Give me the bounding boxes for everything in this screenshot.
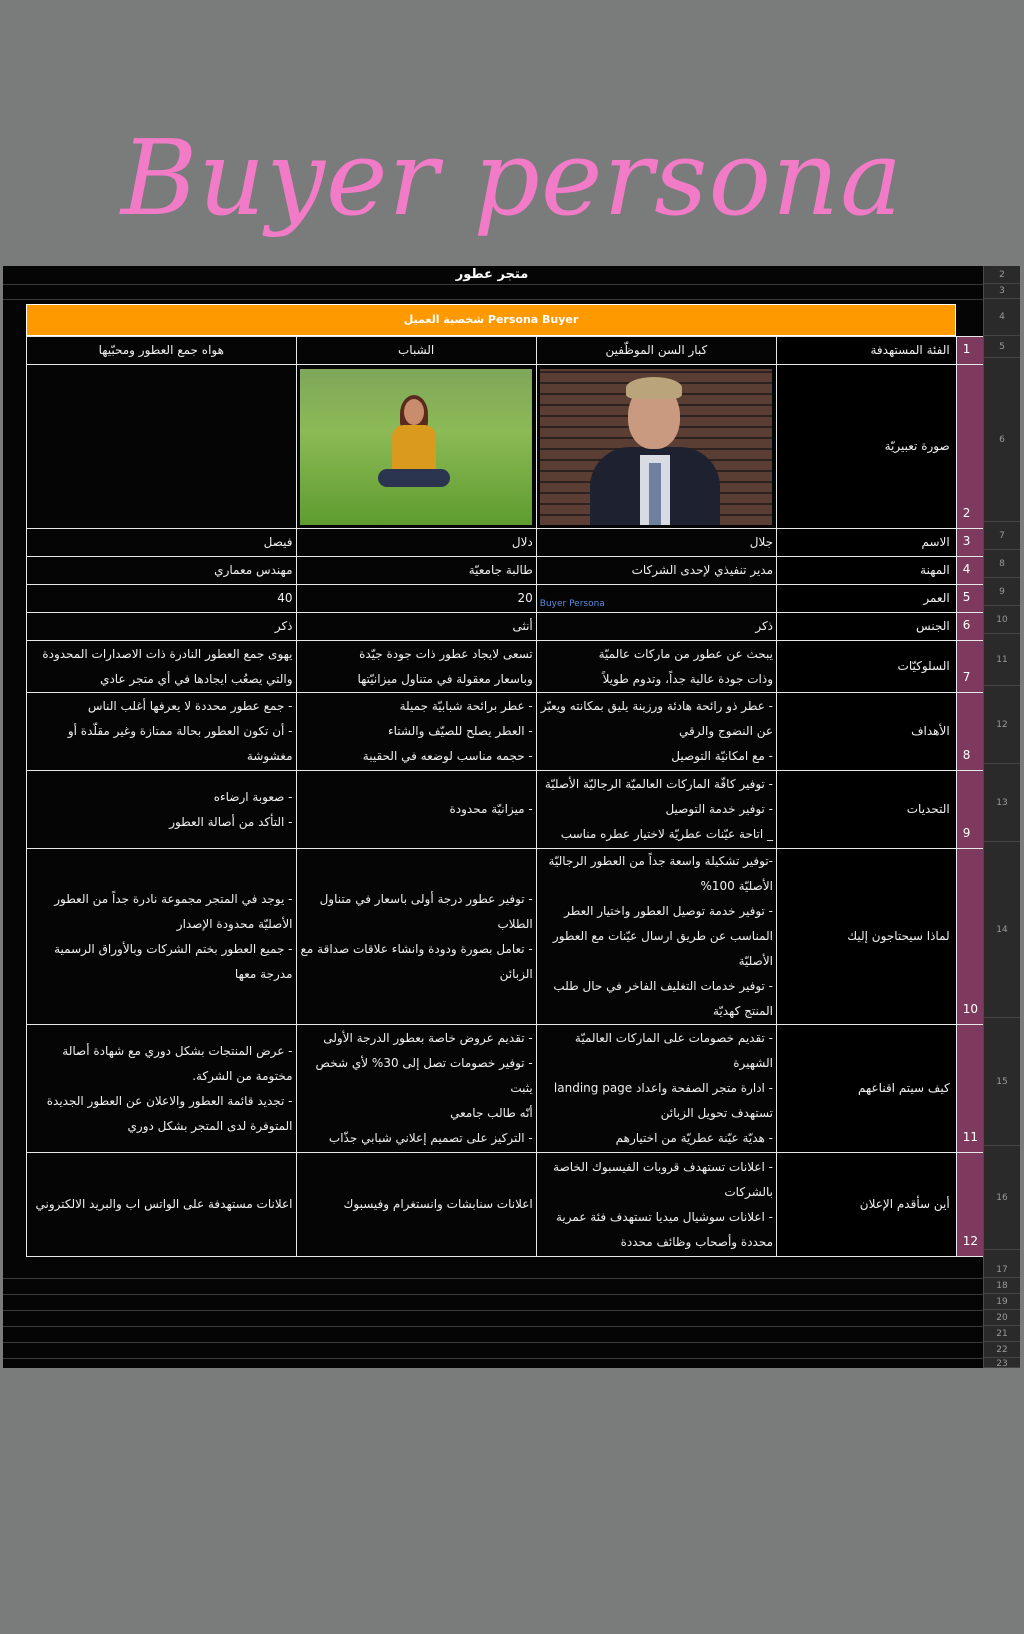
cell-line: - عطر برائحة شبابيّة جميلة — [399, 699, 533, 713]
photo-detail — [649, 463, 661, 525]
row-label-image[interactable]: صورة تعبيريّة — [777, 365, 957, 529]
cell-gender-col2[interactable]: أنثى — [296, 613, 536, 641]
grid-line — [3, 299, 983, 300]
row-number[interactable]: 7 — [984, 522, 1020, 550]
cell-line: والتي يصعُب ايجادها في أي متجر عادي — [100, 671, 293, 686]
row-index: 6 — [956, 613, 987, 641]
row-number[interactable]: 20 — [984, 1310, 1020, 1326]
row-number[interactable]: 10 — [984, 606, 1020, 634]
table-row — [27, 849, 988, 1025]
page-title: Buyer persona — [120, 117, 904, 239]
table-row — [27, 1153, 988, 1257]
row-index: 10 — [956, 849, 987, 1025]
table-row — [27, 585, 988, 613]
row-number[interactable]: 17 — [984, 1262, 1020, 1278]
cell-name-col1[interactable]: جلال — [536, 529, 776, 557]
cell-line: _ اتاحة عيّنات عطريّة لاختيار عطره مناسب — [560, 827, 774, 841]
cell-line: - اعلانات تستهدف قروبات الفيسبوك الخاصة — [553, 1159, 774, 1174]
table-row — [27, 613, 988, 641]
photo-detail — [626, 377, 682, 399]
cell-line: - جميع العطور بختم الشركات وبالأوراق الرسمية — [54, 941, 293, 956]
cell-line: - ميزانيّة محدودة — [449, 802, 533, 816]
cell-line: تستهدف تحويل الزبائن — [660, 1106, 774, 1120]
grid-line — [3, 1358, 983, 1359]
table-row — [27, 1025, 988, 1153]
photo-detail — [378, 469, 450, 487]
cell-line: - مع امكانيّة التوصيل — [671, 749, 774, 763]
row-number[interactable]: 9 — [984, 578, 1020, 606]
cell-persuasion-col2[interactable] — [296, 1025, 536, 1153]
row-number[interactable]: 3 — [984, 284, 1020, 299]
row-index: 8 — [956, 693, 987, 771]
row-index: 11 — [956, 1025, 987, 1153]
cell-line: عن النضوج والرقي — [678, 724, 774, 738]
cell-line: - عطر ذو رائحة هادئة ورزينة يليق بمكانته ويعبّر — [540, 699, 774, 713]
cell-line: - عرض المنتجات بشكل دوري مع شهادة أصالة — [62, 1043, 293, 1058]
cell-line: محددة وأصحاب وظائف محددة — [620, 1234, 774, 1249]
cell-line: - توفير خدمة التوصيل — [665, 802, 774, 816]
row-number[interactable]: 4 — [984, 299, 1020, 336]
cell-line: الأصليّة 100% — [700, 879, 774, 893]
cell-line: مدرجة معها — [234, 966, 293, 981]
cell-line: بالشركات — [724, 1184, 774, 1199]
cell-line: -توفير تشكيلة واسعة جداً من العطور الرجاليّة — [548, 854, 774, 868]
cell-line: مختومة من الشركة. — [192, 1068, 293, 1083]
photo-detail — [404, 399, 424, 425]
cell-line: - العطر يصلح للصيّف والشتاء — [387, 724, 533, 738]
row-number[interactable]: 21 — [984, 1326, 1020, 1342]
cell-why-col1[interactable] — [536, 849, 776, 1025]
cell-line: الزبائن — [499, 966, 533, 981]
table-row — [27, 641, 988, 693]
cell-ads-col3[interactable] — [27, 1153, 297, 1257]
cell-gender-col3[interactable]: ذكر — [27, 613, 297, 641]
row-index: 12 — [956, 1153, 987, 1257]
table-row — [27, 337, 988, 365]
cell-line: - تعامل بصورة ودودة وانشاء علاقات صداقة مع — [300, 941, 533, 956]
cell-line: - جمع عطور محددة لا يعرفها أغلب الناس — [87, 699, 293, 713]
grid-line — [3, 1326, 983, 1327]
row-index: 2 — [956, 365, 987, 529]
cell-goals-col2[interactable] — [296, 693, 536, 771]
cell-line: - حجمه مناسب لوضعه في الحقيبة — [362, 749, 533, 763]
row-number[interactable]: 12 — [984, 686, 1020, 764]
cell-behaviors-col3[interactable] — [27, 641, 297, 693]
row-number[interactable]: 6 — [984, 358, 1020, 522]
cell-line: - هديّة عيّنة عطريّة من اختيارهم — [615, 1131, 774, 1145]
row-number[interactable]: 22 — [984, 1342, 1020, 1358]
row-index: 5 — [956, 585, 987, 613]
cell-line: - صعوبة ارضاءه — [213, 789, 293, 804]
cell-line: - التركيز على تصميم إعلاني شبابي جذّاب — [328, 1131, 533, 1145]
cell-image-col3[interactable] — [27, 365, 297, 529]
cell-line: - تجديد قائمة العطور والاعلان عن العطور الجديدة — [46, 1093, 293, 1108]
cell-line: المتوفرة لدى المتجر بشكل دوري — [127, 1118, 293, 1133]
row-label-age[interactable]: العمر — [777, 585, 957, 613]
row-number[interactable]: 16 — [984, 1146, 1020, 1250]
cell-goals-col3[interactable] — [27, 693, 297, 771]
spreadsheet[interactable] — [3, 266, 1020, 1368]
cell-line: يهوى جمع العطور النادرة ذات الاصدارات المحدودة — [42, 646, 293, 661]
cell-line: - اعلانات سوشيال ميديا تستهدف فئة عمرية — [555, 1209, 774, 1224]
row-number[interactable]: 15 — [984, 1018, 1020, 1146]
row-number[interactable]: 8 — [984, 550, 1020, 578]
cell-line: اعلانات سنابشات وانستغرام وفيسبوك — [343, 1197, 533, 1211]
row-number[interactable]: 11 — [984, 634, 1020, 686]
table-row — [27, 365, 988, 529]
row-number[interactable]: 13 — [984, 764, 1020, 842]
cell-line: - توفير عطور درجة أولى باسعار في متناول — [319, 891, 533, 906]
cell-line: الطلاب — [497, 916, 533, 931]
cell-job-col2[interactable]: طالبة جامعيّة — [296, 557, 536, 585]
cell-line: - التأكد من أصالة العطور — [169, 814, 293, 829]
cell-image-col2[interactable] — [296, 365, 536, 529]
row-index: 4 — [956, 557, 987, 585]
cell-line: - ادارة متجر الصفحة واعداد landing page — [553, 1081, 774, 1095]
store-title: متجر عطور — [455, 267, 529, 282]
row-number[interactable]: 14 — [984, 842, 1020, 1018]
table-row — [27, 771, 988, 849]
table-row — [27, 529, 988, 557]
cell-line: تسعى لايجاد عطور ذات جودة جيّدة — [359, 646, 533, 661]
row-label-target[interactable]: الفئة المستهدفة — [777, 337, 957, 365]
cell-line: وباسعار معقولة في متناول ميزانيّتها — [357, 671, 533, 686]
cell-job-col1[interactable]: مدير تنفيذي لإحدى الشركات — [536, 557, 776, 585]
cell-line: - توفير خدمة توصيل العطور واختيار العطر — [564, 904, 774, 918]
cell-age-col2[interactable]: 20 — [296, 585, 536, 613]
grid-line — [3, 1294, 983, 1295]
cell-age-col3[interactable]: 40 — [27, 585, 297, 613]
cell-line: الأصليّة محدودة الإصدار — [176, 916, 293, 931]
row-header-column[interactable] — [983, 266, 1020, 1368]
row-index: 9 — [956, 771, 987, 849]
cell-line: أنّه طالب جامعي — [450, 1106, 533, 1120]
row-number[interactable]: 2 — [984, 266, 1020, 284]
row-label-challenges[interactable]: التحديات — [777, 771, 957, 849]
cell-line: - توفير خصومات تصل إلى 30% لأي شخص يثبت — [315, 1056, 533, 1095]
row-label-name[interactable]: الاسم — [777, 529, 957, 557]
row-index: 3 — [956, 529, 987, 557]
cell-behaviors-col1[interactable] — [536, 641, 776, 693]
row-number[interactable]: 5 — [984, 336, 1020, 358]
cell-job-col3[interactable]: مهندس معماري — [27, 557, 297, 585]
cell-line: - توفير كافّة الماركات العالميّة الرجاليّة الأصليّة — [544, 777, 774, 791]
cell-why-col2[interactable] — [296, 849, 536, 1025]
grid-line — [3, 284, 983, 285]
cell-line: وذات جودة عالية جداً، وتدوم طويلاً — [602, 671, 774, 686]
cell-line: مغشوشة — [246, 749, 293, 763]
cell-line: - توفير خدمات التغليف الفاخر في حال طلب — [553, 979, 774, 993]
row-label-gender[interactable]: الجنس — [777, 613, 957, 641]
cell-ads-col1[interactable] — [536, 1153, 776, 1257]
row-number[interactable]: 23 — [984, 1358, 1020, 1368]
cell-line: يبحث عن عطور من ماركات عالميّة — [598, 646, 774, 661]
row-number[interactable]: 19 — [984, 1294, 1020, 1310]
row-label-behaviors[interactable]: السلوكيّات — [777, 641, 957, 693]
cell-header-col3[interactable]: هواه جمع العطور ومحبّيها — [27, 337, 297, 365]
row-number[interactable]: 18 — [984, 1278, 1020, 1294]
cell-line: - يوجد في المتجر مجموعة نادرة جداً من العطور — [54, 891, 293, 906]
cell-why-col3[interactable] — [27, 849, 297, 1025]
cell-line: - تقديم خصومات على الماركات العالميّة — [574, 1031, 774, 1045]
cell-header-col2[interactable]: الشباب — [296, 337, 536, 365]
cell-challenges-col3[interactable] — [27, 771, 297, 849]
row-label-goals[interactable]: الأهداف — [777, 693, 957, 771]
row-label-ads[interactable]: أين سأقدم الإعلان — [777, 1153, 957, 1257]
persona-table — [26, 336, 988, 1257]
cell-line: المناسب عن طريق ارسال عيّنات مع العطور — [552, 929, 774, 943]
row-index: 1 — [956, 337, 987, 365]
cell-header-col1[interactable]: كبار السن الموظّفين — [536, 337, 776, 365]
cell-name-col3[interactable]: فيصل — [27, 529, 297, 557]
cell-line: المنتج كهديّة — [712, 1004, 774, 1018]
cell-line: - أن تكون العطور بحالة ممتازة وغير مقلّدة أو — [67, 724, 293, 738]
cell-goals-col1[interactable] — [536, 693, 776, 771]
table-row — [27, 557, 988, 585]
buyer-persona-tag: Buyer Persona — [539, 598, 605, 609]
cell-persuasion-col3[interactable] — [27, 1025, 297, 1153]
cell-line: - تقديم عروض خاصة بعطور الدرجة الأولى — [323, 1031, 533, 1045]
cell-line: الشهيرة — [733, 1056, 774, 1070]
cell-behaviors-col2[interactable] — [296, 641, 536, 693]
persona-banner: شخصية العميل Persona Buyer — [26, 304, 956, 336]
cell-line: الأصليّة — [738, 954, 774, 968]
cell-challenges-col2[interactable] — [296, 771, 536, 849]
table-row — [27, 693, 988, 771]
cell-ads-col2[interactable] — [296, 1153, 536, 1257]
cell-age-col1[interactable] — [536, 585, 776, 613]
row-label-persuasion[interactable]: كيف سيتم اقناعهم — [777, 1025, 957, 1153]
cell-image-col1[interactable] — [536, 365, 776, 529]
grid-line — [3, 1342, 983, 1343]
man-photo — [540, 369, 772, 525]
row-label-why[interactable]: لماذا سيحتاجون إليك — [777, 849, 957, 1025]
cell-challenges-col1[interactable] — [536, 771, 776, 849]
cell-name-col2[interactable]: دلال — [296, 529, 536, 557]
cell-gender-col1[interactable]: ذكر — [536, 613, 776, 641]
cell-persuasion-col1[interactable] — [536, 1025, 776, 1153]
girl-photo — [300, 369, 532, 525]
grid-line — [3, 1310, 983, 1311]
cell-line: اعلانات مستهدفة على الواتس اب والبريد الالكتروني — [35, 1197, 293, 1211]
row-label-job[interactable]: المهنة — [777, 557, 957, 585]
row-index: 7 — [956, 641, 987, 693]
grid-line — [3, 1278, 983, 1279]
